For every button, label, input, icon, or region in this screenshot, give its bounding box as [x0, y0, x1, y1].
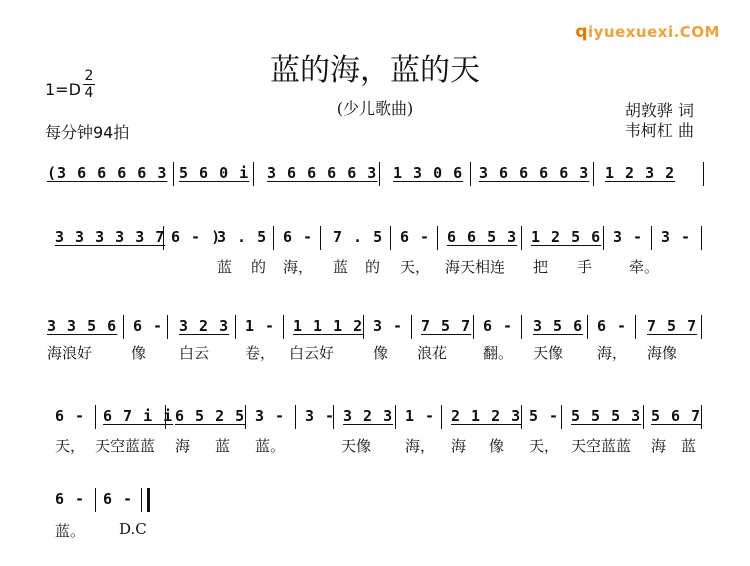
measure: (3 6 6 6 6 3: [47, 164, 168, 182]
measure: 1 -: [245, 317, 276, 335]
bar-line: [651, 226, 652, 250]
measure: 5 6 7: [651, 407, 702, 425]
lyric: 蓝。: [255, 437, 286, 455]
measure: 3 -: [373, 317, 404, 335]
bar-line: [295, 405, 296, 429]
measure: 1 -: [405, 407, 436, 425]
bar-line: [173, 162, 174, 186]
score-row-3: [45, 313, 705, 339]
lyric: 天，: [55, 437, 86, 455]
lyrics-row-3: [45, 342, 705, 362]
lyric: 海，: [405, 437, 436, 455]
lyrics-row-4: [45, 435, 705, 455]
lyric: 手: [577, 258, 593, 276]
lyric: 海浪好: [47, 344, 93, 362]
lyric: 像: [489, 437, 505, 455]
bar-line: [521, 315, 522, 339]
measure: 5 5 5 3: [571, 407, 642, 425]
measure: 7 5 7: [421, 317, 472, 335]
score-row-4: [45, 403, 705, 429]
measure: 7 5 7: [647, 317, 698, 335]
score-row-1: [45, 160, 705, 186]
bar-line: [593, 162, 594, 186]
lyric: 天，: [400, 258, 431, 276]
bar-line: [411, 315, 412, 339]
measure: 5 -: [529, 407, 560, 425]
measure: 6 6 5 3: [447, 228, 518, 246]
bar-line: [320, 226, 321, 250]
bar-line: [163, 226, 164, 250]
bar-line: [235, 315, 236, 339]
measure: 3 . 5: [217, 228, 268, 246]
time-signature-top: 2: [84, 68, 94, 84]
bar-line: [123, 315, 124, 339]
bar-line: [561, 405, 562, 429]
lyricist-credit: 胡敦骅 词: [624, 101, 694, 120]
measure: 6 -: [400, 228, 431, 246]
da-capo-marking: D.C: [119, 520, 147, 538]
measure: 2 1 2 3: [451, 407, 522, 425]
bar-line: [587, 315, 588, 339]
lyric: 海像: [647, 344, 678, 362]
bar-line: [363, 315, 364, 339]
bar-line: [635, 315, 636, 339]
lyrics-row-5: [45, 520, 705, 540]
bar-line: [703, 162, 704, 186]
bar-line: [253, 162, 254, 186]
bar-line: [273, 226, 274, 250]
time-signature-bottom: 4: [84, 85, 94, 101]
bar-line: [701, 405, 702, 429]
measure: 3 5 6: [533, 317, 584, 335]
bar-line: [167, 315, 168, 339]
bar-line: [521, 405, 522, 429]
measure: 6 -: [483, 317, 514, 335]
lyric: 天像: [341, 437, 372, 455]
measure: 1 2 3 2: [605, 164, 676, 182]
lyric: 天空蓝蓝: [95, 437, 156, 455]
bar-line: [165, 405, 166, 429]
bar-line: [395, 405, 396, 429]
song-subtitle: (少儿歌曲): [336, 99, 414, 118]
lyric: 蓝: [333, 258, 349, 276]
lyric: 海天相连: [445, 258, 506, 276]
lyric: 海: [451, 437, 467, 455]
tempo-marking: 每分钟94拍: [45, 123, 130, 142]
measure: 6 -: [597, 317, 628, 335]
lyric: 天像: [533, 344, 564, 362]
measure: 3 -: [613, 228, 644, 246]
bar-line: [643, 405, 644, 429]
measure: 3 6 6 6 6 3: [479, 164, 590, 182]
time-signature: [83, 69, 95, 100]
lyric: 蓝: [681, 437, 697, 455]
measure: 3 3 5 6: [47, 317, 118, 335]
lyric: 蓝: [217, 258, 233, 276]
bar-line: [333, 405, 334, 429]
lyric: 海: [175, 437, 191, 455]
song-title: 蓝的海，蓝的天: [270, 53, 480, 88]
bar-line: [390, 226, 391, 250]
lyric: 卷，: [245, 344, 276, 362]
measure: 3 -: [255, 407, 286, 425]
measure: 3 3 3 3 3 7: [55, 228, 166, 246]
measure: 3 6 6 6 6 3: [267, 164, 378, 182]
bar-line: [141, 488, 142, 512]
lyric: 翻。: [483, 344, 514, 362]
lyric: 白云好: [289, 344, 335, 362]
measure: 6 -: [55, 490, 86, 508]
measure: 6 5 2 5: [175, 407, 246, 425]
bar-line: [95, 405, 96, 429]
bar-line: [95, 488, 96, 512]
measure: 6 - ): [171, 228, 222, 246]
lyric: 的: [365, 258, 381, 276]
lyric: 海，: [597, 344, 628, 362]
measure: 7 . 5: [333, 228, 384, 246]
lyrics-row-2: [45, 256, 705, 276]
measure: 5 6 0 i: [179, 164, 250, 182]
measure: 6 -: [55, 407, 86, 425]
measure: 1 2 5 6: [531, 228, 602, 246]
lyric: 把: [533, 258, 549, 276]
bar-line: [245, 405, 246, 429]
lyric: 白云: [179, 344, 210, 362]
score-row-5: [45, 486, 705, 512]
bar-line: [437, 226, 438, 250]
measure: 6 -: [283, 228, 314, 246]
bar-line: [603, 226, 604, 250]
score-row-2: [45, 224, 705, 250]
measure: 6 -: [103, 490, 134, 508]
lyric: 像: [373, 344, 389, 362]
final-bar-line: [147, 488, 150, 512]
composer-credit: 韦柯杠 曲: [624, 121, 694, 140]
lyric: 像: [131, 344, 147, 362]
measure: 3 2 3: [179, 317, 230, 335]
measure: 3 -: [661, 228, 692, 246]
measure: 3 -: [305, 407, 336, 425]
bar-line: [521, 226, 522, 250]
bar-line: [441, 405, 442, 429]
lyric: 海，: [283, 258, 314, 276]
site-watermark: qiyuexuexi.COM: [575, 22, 720, 42]
lyric: 浪花: [417, 344, 448, 362]
bar-line: [379, 162, 380, 186]
measure: 3 2 3: [343, 407, 394, 425]
key-signature: 1=D: [45, 80, 81, 99]
bar-line: [470, 162, 471, 186]
measure: 1 1 1 2: [293, 317, 364, 335]
lyric: 蓝: [215, 437, 231, 455]
lyric: 牵。: [629, 258, 660, 276]
bar-line: [473, 315, 474, 339]
bar-line: [701, 315, 702, 339]
lyric: 的: [251, 258, 267, 276]
lyric: 海: [651, 437, 667, 455]
lyric: 天，: [529, 437, 560, 455]
lyric: 蓝。: [55, 522, 86, 540]
lyric: 天空蓝蓝: [571, 437, 632, 455]
bar-line: [283, 315, 284, 339]
bar-line: [701, 226, 702, 250]
measure: 6 7 i i: [103, 407, 174, 425]
measure: 1 3 0 6: [393, 164, 464, 182]
measure: 6 -: [133, 317, 164, 335]
